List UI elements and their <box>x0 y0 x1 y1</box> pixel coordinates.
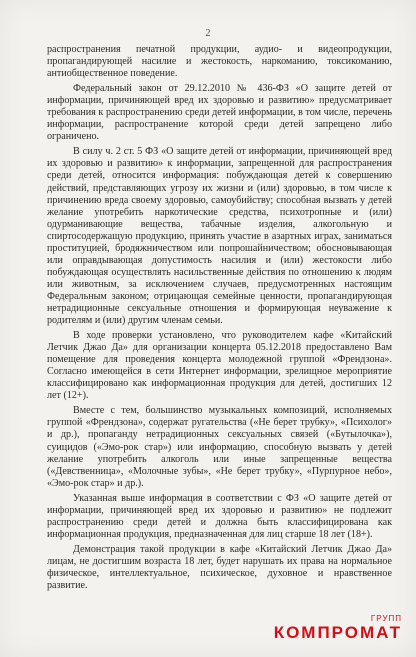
paragraph-songs: Вместе с тем, большинство музыкальных композиций, исполняемых группой «Френдзона», содержат ругательства («Не берет трубку», «Психолог» и др.), пропаганду нетрадиционных сексуальных связей («Бутылочка»), суицидов («Эмо-рок стар») или информацию, способную вызвать у детей желание употребить алкоголь или иные запрещенные вещества («Девственница», «Молочные зубы», «Не берет трубку», «Пурпурное небо», «Эмо-рок стар» и др.). <box>47 405 392 489</box>
paragraph-continuation: распространения печатной продукции, аудио- и видеопродукции, пропагандирующей насилие и жестокость, наркоманию, токсикоманию, антиобщественное поведение. <box>47 44 392 80</box>
paragraph-prohibited-info: В силу ч. 2 ст. 5 ФЗ «О защите детей от информации, причиняющей вред их здоровью и развитию» к информации, запрещенной для распространения среди детей, относится информация: побуждающая детей к совершению действий, представляющих угрозу их жизни и (или) здоровью, в том числе к причинению вреда своему здоровью, самоубийству; способная вызвать у детей желание употребить наркотические средства, психотропные и (или) одурманивающие вещества, табачные изделия, алкогольную и спиртосодержащую продукцию, принять участие в азартных играх, заниматься проституцией, бродяжничеством или попрошайничеством; обосновывающая или оправдывающая допустимость насилия и (или) жестокости либо побуждающая осуществлять насильственные действия по отношению к людям или животным, за исключением случаев, предусмотренных настоящим Федеральным законом; отрицающая семейные ценности, пропагандирующая нетрадиционные сексуальные отношения и формирующая неуважение к родителям и (или) другим членам семьи. <box>47 146 392 327</box>
paragraph-federal-law: Федеральный закон от 29.12.2010 № 436-ФЗ «О защите детей от информации, причиняющей вред их здоровью и развитию» предусматривает требования к распространению среди детей информации, в том числе, перечень информации, распространение которой среди детей запрещено либо ограничено. <box>47 83 392 143</box>
paragraph-classification: Указанная выше информация в соответствии с ФЗ «О защите детей от информации, причиняющей вред их здоровью и развитию» не подлежит распространению среди детей и должна быть классифицирована как информационная продукция, предназначенная для лиц старше 18 лет (18+). <box>47 492 392 540</box>
watermark-logo: КОМПРОМАТ <box>273 623 402 642</box>
document-body <box>47 44 392 595</box>
watermark-small-text: ГРУПП <box>370 614 402 623</box>
page-number: 2 <box>205 28 211 39</box>
paragraph-inspection: В ходе проверки установлено, что руководителем кафе «Китайский Летчик Джао Да» для организации концерта 05.12.2018 предоставлено Вам помещение для проведения концерта молодежной группой «Френдзона». Согласно имеющейся в сети Интернет информации, зрелищное мероприятие классифицировано как информационная продукция для детей, достигших 12 лет (12+). <box>47 330 392 402</box>
paragraph-conclusion: Демонстрация такой продукции в кафе «Китайский Летчик Джао Да» лицам, не достигшим возраста 18 лет, будет нарушать их права на нормальное физическое, интеллектуальное, психическое, духовное и нравственное развитие. <box>47 543 392 592</box>
